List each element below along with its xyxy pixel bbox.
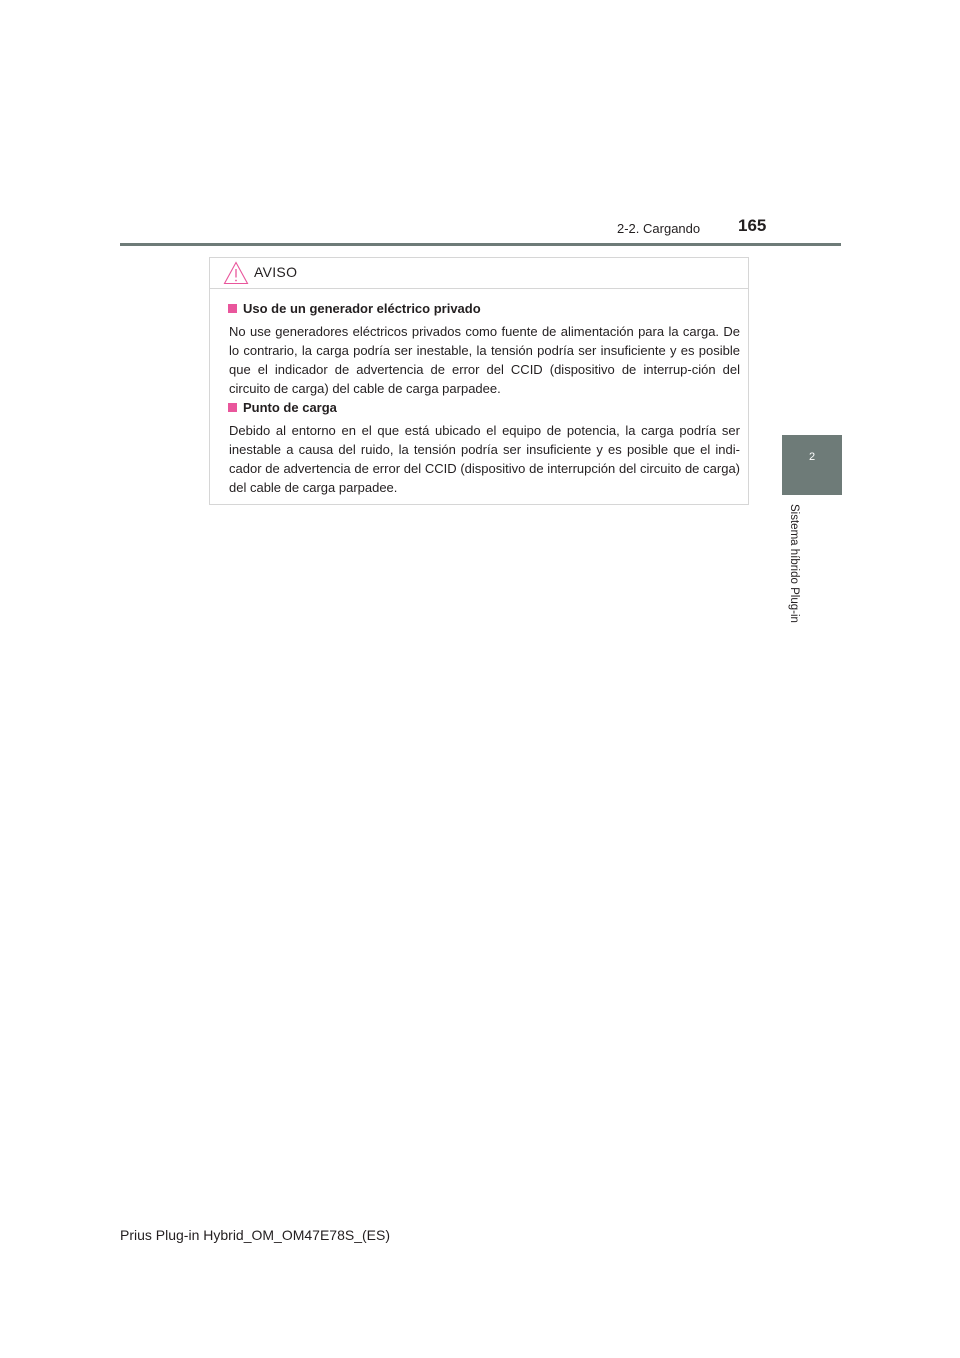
warning-box (209, 257, 749, 505)
chapter-label: Sistema híbrido Plug-in (788, 504, 800, 623)
warning-item-heading (228, 400, 337, 415)
chapter-tab[interactable] (782, 435, 842, 495)
warning-item-text: No use generadores eléctricos privados como fuente de alimentación para la carga. De lo contrario, la carga podría ser inestable, la tensión podría ser insuficiente y es posible que el indicador de advertencia de error del CCID (dispositivo de interrup-ción del circuito de carga) del cable de carga parpadee. (229, 324, 740, 396)
warning-item-heading-text: Uso de un generador eléctrico privado (243, 301, 481, 316)
warning-item-heading-text: Punto de carga (243, 400, 337, 415)
warning-item-text: Debido al entorno en el que está ubicado el equipo de potencia, la carga podría ser inestable a causa del ruido, la tensión podría ser insuficiente y es posible que el indi-cador de advertencia de error del CCID (dispositivo de interrupción del circuito de carga) del cable de carga parpadee. (229, 423, 740, 495)
warning-header (210, 258, 748, 289)
page-number: 165 (738, 216, 767, 235)
square-bullet-icon (228, 304, 237, 313)
section-title: 2-2. Cargando (617, 221, 701, 236)
document-footer: Prius Plug-in Hybrid_OM_OM47E78S_(ES) (120, 1227, 390, 1243)
warning-triangle-icon (223, 261, 249, 285)
header-rule (120, 243, 841, 246)
chapter-tab-number: 2 (808, 451, 816, 463)
square-bullet-icon (228, 403, 237, 412)
warning-item-heading (228, 301, 481, 316)
warning-title: AVISO (254, 264, 298, 280)
